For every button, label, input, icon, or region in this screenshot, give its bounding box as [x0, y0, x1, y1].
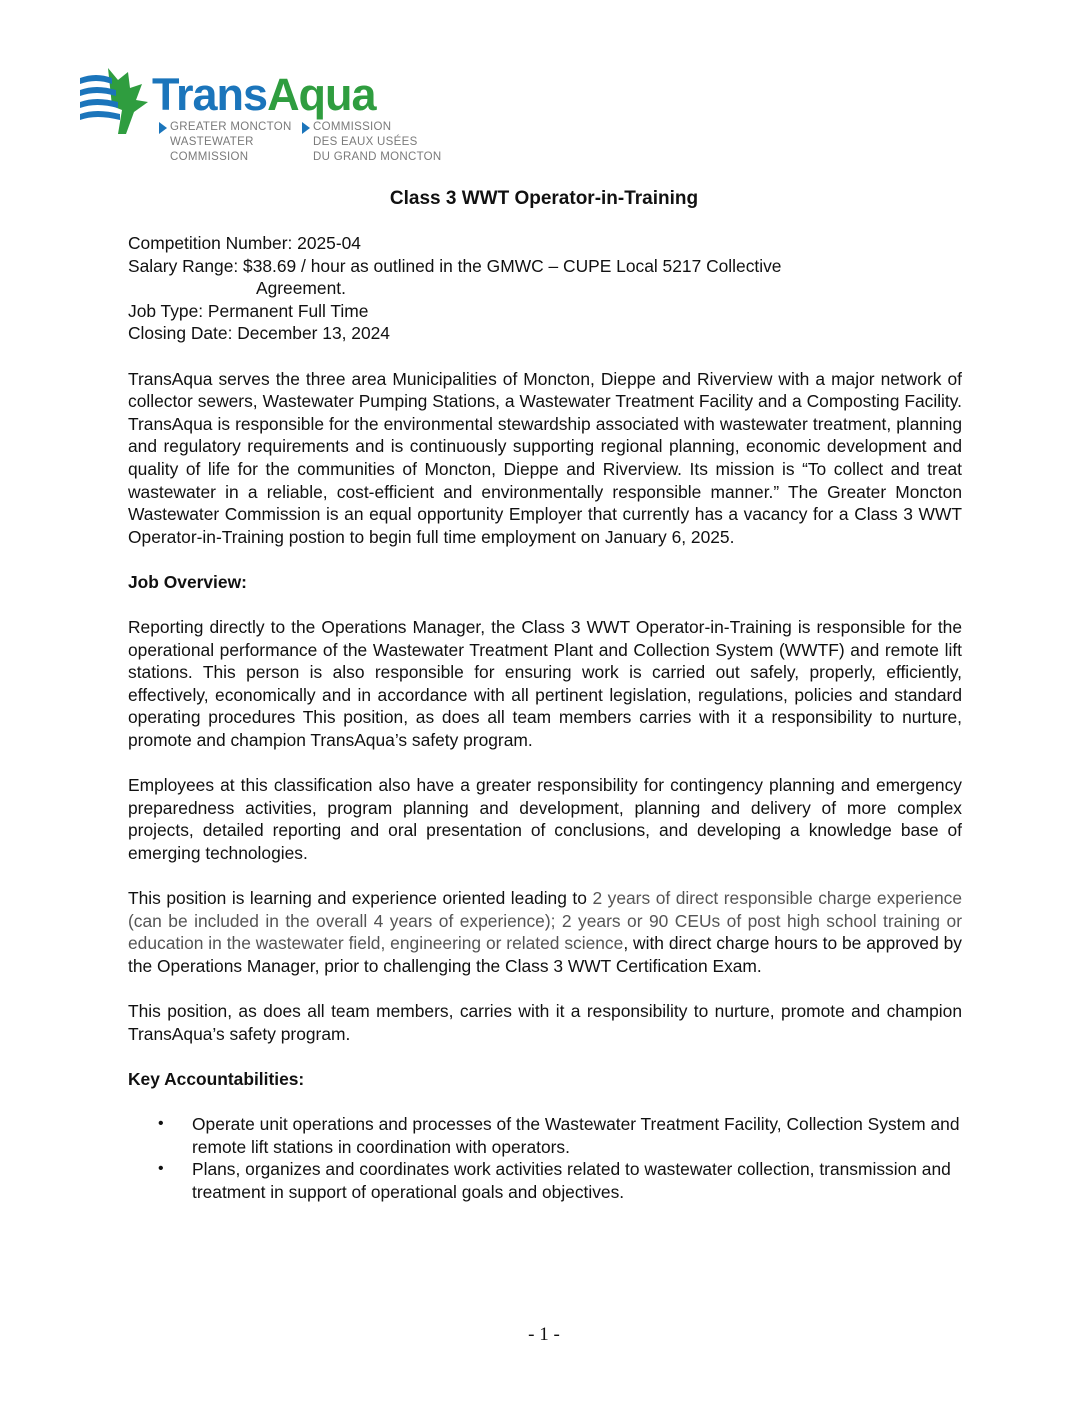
logo-subtitle-english [170, 120, 292, 165]
logo-sub-line: COMMISSION [313, 121, 392, 133]
job-type: Job Type: Permanent Full Time [128, 300, 369, 321]
bullet-icon: • [158, 1160, 164, 1178]
overview-p3-requirements: 2 years of direct responsible charge experience (can be included in the overall 4 years of experience); 2 years or 90 CEUs of post high school training or education in the wastewater field, engineering or related science [128, 888, 962, 954]
overview-paragraph-4: This position, as does all team members, carries with it a responsibility to nurture, promote and champion TransAqua’s safety program. [128, 1001, 962, 1044]
triangle-icon [302, 122, 310, 134]
logo-sub-line: DU GRAND MONCTON [313, 151, 442, 163]
overview-p3-start: This position is learning and experience oriented leading to [128, 888, 593, 909]
logo-subtitle-french [313, 120, 442, 165]
overview-paragraph-2: Employees at this classification also have a greater responsibility for contingency planning and emergency preparedness activities, program planning and development, planning and delivery of more complex projects, detailed reporting and oral presentation of conclusions, and developing a knowledge base of emerging technologies. [128, 775, 962, 864]
job-meta [128, 232, 962, 345]
logo-sub-line: COMMISSION [170, 151, 249, 163]
salary-range-continued: Agreement. [256, 278, 346, 299]
logo-sub-line: DES EAUX USÉES [313, 136, 418, 148]
list-item-text: Plans, organizes and coordinates work activities related to wastewater collection, transmission and treatment in support of operational goals and objectives. [192, 1159, 951, 1202]
job-overview-heading: Job Overview: [128, 571, 247, 592]
logo-sub-line: WASTEWATER [170, 136, 254, 148]
transaqua-logo [78, 66, 442, 166]
list-item [128, 1113, 962, 1158]
leaf-wave-icon [78, 66, 150, 136]
overview-p3-end: , with direct charge hours to be approved by the Operations Manager, prior to challenging the Class 3 WWT Certification Exam. [128, 933, 962, 976]
list-item [128, 1158, 962, 1203]
document-title: Class 3 WWT Operator-in-Training [389, 188, 699, 209]
accountabilities-list [128, 1113, 962, 1203]
bullet-icon: • [158, 1115, 164, 1133]
logo-sub-line: GREATER MONCTON [170, 121, 292, 133]
competition-number: Competition Number: 2025-04 [128, 233, 361, 253]
document-body [128, 232, 962, 1204]
overview-paragraph-1: Reporting directly to the Operations Manager, the Class 3 WWT Operator-in-Training is responsible for the operational performance of the Wastewater Treatment Plant and Collection System (WWTF) and remote lift stations. This person is also responsible for ensuring work is carried out safely, properly, efficiently, effectively, economically and in accordance with all pertinent legislation, regulations, policies and standard operating procedures This position, as does all team members carries with it a responsibility to nurture, promote and champion TransAqua’s safety program. [128, 617, 962, 751]
intro-paragraph: TransAqua serves the three area Municipalities of Moncton, Dieppe and Riverview with a major network of collector sewers, Wastewater Pumping Stations, a Wastewater Treatment Facility and a Composting Facility. TransAqua is responsible for the environmental stewardship associated with wastewater treatment, planning and regulatory requirements and is continuously supporting regional planning, economic development and quality of life for the communities of Moncton, Dieppe and Riverview. Its mission is “To collect and treat wastewater in a reliable, cost-efficient and environmentally responsible manner.” The Greater Moncton Wastewater Commission is an equal opportunity Employer that currently has a vacancy for a Class 3 WWT Operator-in-Training postion to begin full time employment on January 6, 2025. [128, 368, 962, 547]
closing-date: Closing Date: December 13, 2024 [128, 323, 390, 344]
list-item-text: Operate unit operations and processes of the Wastewater Treatment Facility, Collection System and remote lift stations in coordination with operators. [192, 1114, 960, 1157]
logo-word-trans: Trans [152, 69, 268, 120]
salary-range: Salary Range: $38.69 / hour as outlined in the GMWC – CUPE Local 5217 Collective [128, 255, 782, 276]
key-accountabilities-heading: Key Accountabilities: [128, 1068, 305, 1089]
triangle-icon [159, 122, 167, 134]
page-number: - 1 - [528, 1324, 560, 1345]
logo-wordmark [152, 69, 376, 120]
overview-paragraph-3 [128, 887, 962, 977]
logo-word-aqua: Aqua [267, 69, 376, 120]
